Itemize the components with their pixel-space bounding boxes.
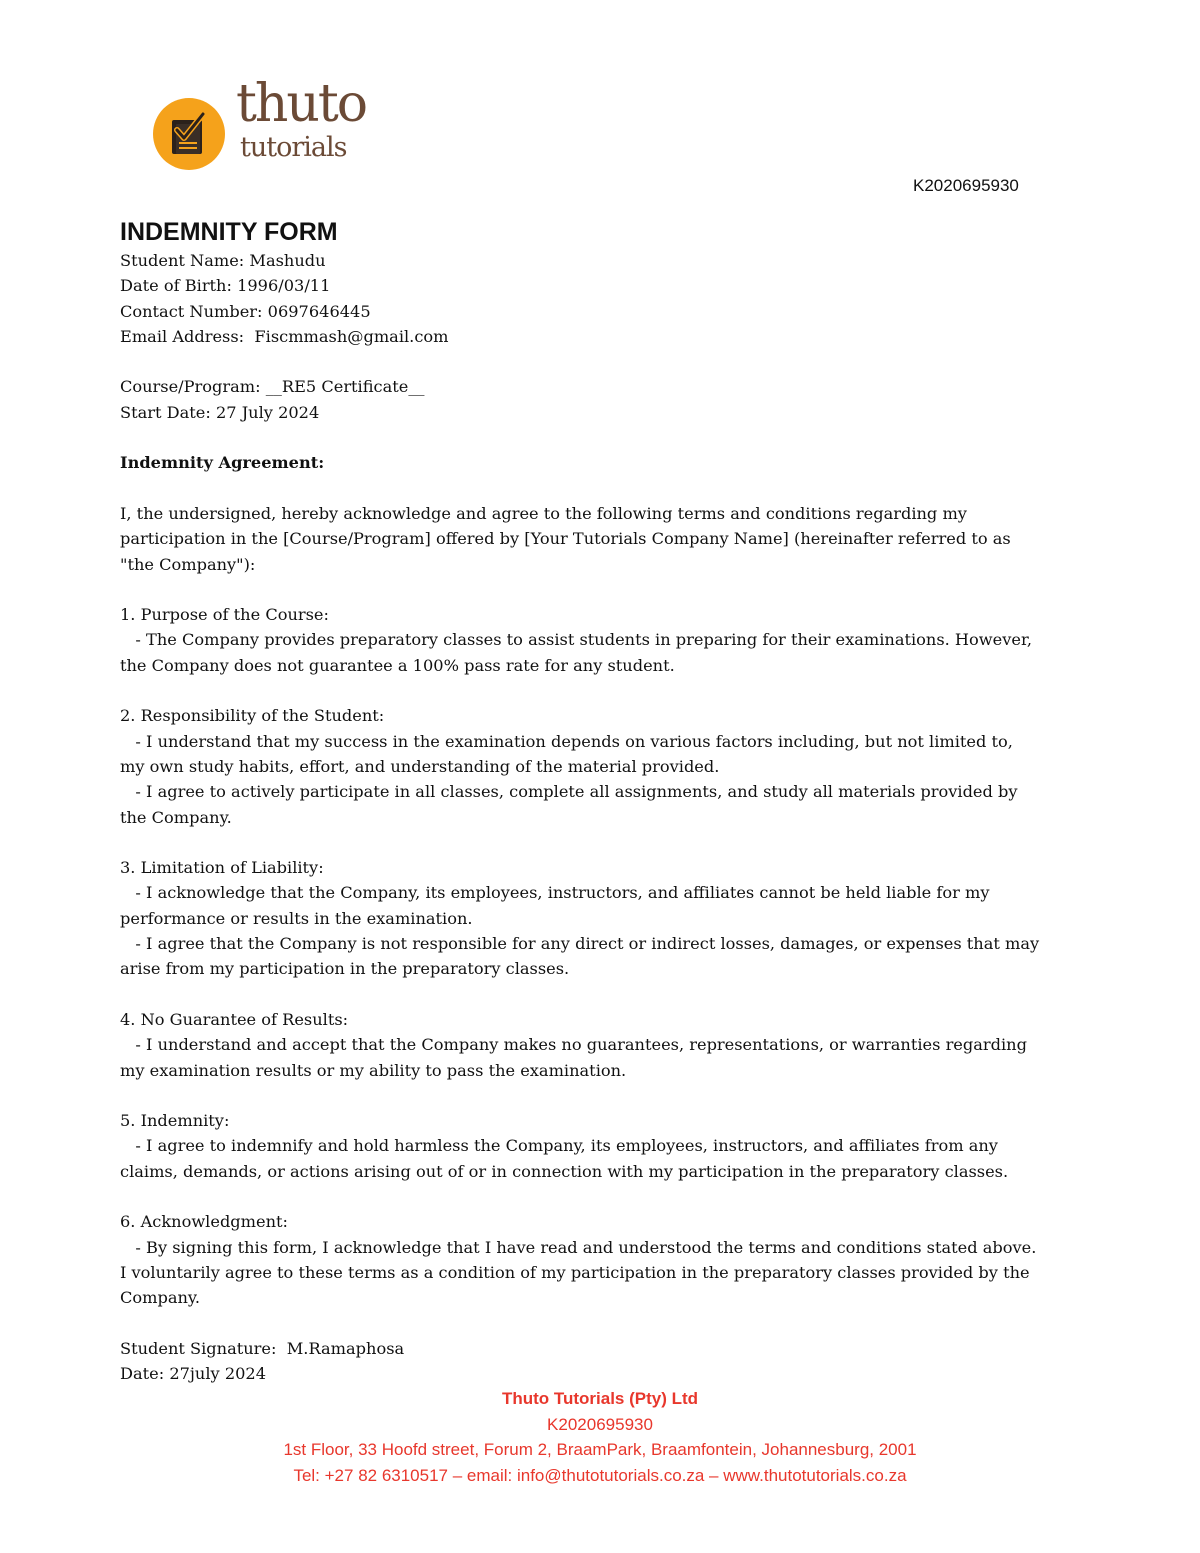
footer-registration: K2020695930 <box>547 1414 653 1434</box>
section-line: my examination results or my ability to pass the examination. <box>120 1060 627 1080</box>
form-title: INDEMNITY FORM <box>120 218 338 246</box>
section-line: performance or results in the examination. <box>120 908 473 928</box>
section-line: claims, demands, or actions arising out of or in connection with my participation in the preparatory classes. <box>120 1161 1009 1181</box>
student-name-field: Student Name: Mashudu <box>120 251 326 270</box>
logo-wordmark-tutorials: tutorials <box>240 132 347 163</box>
checkmark-document-icon <box>153 98 225 170</box>
intro-line: I, the undersigned, hereby acknowledge and agree to the following terms and conditions regarding my <box>120 503 967 523</box>
start-date-field: Start Date: 27 July 2024 <box>120 402 320 422</box>
section-heading: 4. No Guarantee of Results: <box>120 1009 349 1029</box>
section-line: I voluntarily agree to these terms as a condition of my participation in the preparatory classes provided by the <box>120 1262 1030 1282</box>
section-line: my own study habits, effort, and understanding of the material provided. <box>120 756 720 776</box>
section-heading: 3. Limitation of Liability: <box>120 858 324 878</box>
signature-date: Date: 27july 2024 <box>120 1364 267 1384</box>
form-body <box>120 248 1140 1386</box>
footer-contact: Tel: +27 82 6310517 – email: info@thutotutorials.co.za – www.thutotutorials.co.za <box>293 1465 907 1485</box>
dob-field: Date of Birth: 1996/03/11 <box>120 276 331 296</box>
section-line: - I understand and accept that the Company makes no guarantees, representations, or warranties regarding <box>120 1035 1027 1055</box>
section-line: - The Company provides preparatory classes to assist students in preparing for their examinations. However, <box>120 630 1033 650</box>
section-line: - I understand that my success in the examination depends on various factors including, but not limited to, <box>120 731 1013 751</box>
footer-address: 1st Floor, 33 Hoofd street, Forum 2, BraamPark, Braamfontein, Johannesburg, 2001 <box>283 1440 917 1459</box>
reference-number: K2020695930 <box>913 176 1019 195</box>
agreement-heading: Indemnity Agreement: <box>120 453 325 473</box>
section-heading: 2. Responsibility of the Student: <box>120 706 385 726</box>
section-heading: 5. Indemnity: <box>120 1111 230 1131</box>
section-line: the Company. <box>120 807 232 827</box>
section-heading: 6. Acknowledgment: <box>120 1212 288 1232</box>
footer-company-name: Thuto Tutorials (Pty) Ltd <box>501 1389 699 1408</box>
section-line: - I acknowledge that the Company, its employees, instructors, and affiliates cannot be held liable for my <box>120 883 990 903</box>
logo-wordmark-thuto: thuto <box>236 74 367 134</box>
section-line: - I agree that the Company is not responsible for any direct or indirect losses, damages, or expenses that may <box>120 934 1040 954</box>
student-signature: Student Signature: M.Ramaphosa <box>120 1338 405 1358</box>
course-field: Course/Program: __RE5 Certificate__ <box>120 377 425 397</box>
section-line: the Company does not guarantee a 100% pass rate for any student. <box>120 655 675 675</box>
section-line: arise from my participation in the preparatory classes. <box>120 959 570 979</box>
page-footer <box>0 1386 1200 1488</box>
logo-circle <box>153 98 225 170</box>
section-line: Company. <box>120 1288 201 1308</box>
section-line: - I agree to actively participate in all classes, complete all assignments, and study all materials provided by <box>120 782 1018 802</box>
intro-line: "the Company"): <box>120 554 256 574</box>
section-line: - I agree to indemnify and hold harmless the Company, its employees, instructors, and affiliates from any <box>120 1136 998 1156</box>
section-line: - By signing this form, I acknowledge that I have read and understood the terms and conditions stated above. <box>120 1237 1037 1257</box>
company-logo <box>150 74 370 174</box>
email-field: Email Address: Fiscmmash@gmail.com <box>120 326 449 346</box>
section-heading: 1. Purpose of the Course: <box>120 605 329 625</box>
contact-field: Contact Number: 0697646445 <box>120 301 371 321</box>
intro-line: participation in the [Course/Program] offered by [Your Tutorials Company Name] (hereinafter referred to as <box>120 529 1011 549</box>
